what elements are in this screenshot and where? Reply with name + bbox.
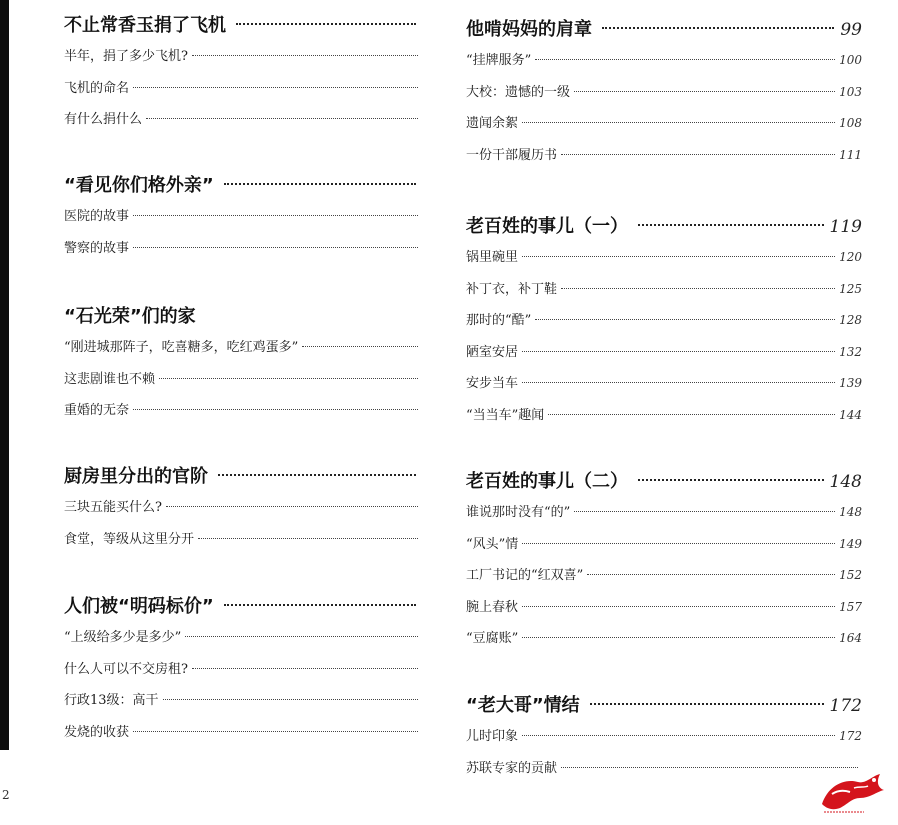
toc-entry[interactable] [466,108,862,140]
entry-page: 144 [839,407,862,422]
section-page: 172 [829,696,862,716]
section-title: “看见你们格外亲” [64,175,214,196]
section-title-row[interactable] [466,15,862,45]
entry-label: 食堂，等级从这里分开 [64,531,195,547]
toc-entry[interactable] [466,45,862,77]
section-title: 不止常香玉捐了飞机 [64,15,226,36]
toc-entry[interactable] [64,41,422,73]
entry-label: 那时的“酷” [466,313,532,328]
entry-label: 行政13级：高干 [64,693,159,708]
dot-leader [163,699,418,700]
section-page: 148 [829,472,862,492]
toc-entry[interactable] [466,623,862,655]
entry-page: 157 [839,599,862,614]
dot-leader [587,574,835,575]
toc-section [64,11,422,136]
entry-label: 遗闻余絮 [466,116,519,131]
toc-entry[interactable] [64,104,422,136]
toc-entry[interactable] [64,654,422,686]
entry-label: 苏联专家的贡献 [466,760,558,776]
dot-leader [602,27,834,29]
dot-leader [522,735,835,736]
entry-page: 139 [839,376,862,390]
entry-page: 149 [839,536,862,551]
toc-section [466,467,862,655]
dot-leader [522,122,835,123]
dot-leader [590,703,824,705]
entry-label: 腕上春秋 [466,599,519,615]
dot-leader [166,506,418,507]
entry-label: “挂牌服务” [466,53,532,68]
entry-label: 半年，捐了多少飞机? [64,49,188,64]
entry-label: 这悲剧谁也不赖 [64,371,156,387]
entry-label: 工厂书记的“红双喜” [466,568,584,583]
toc-entry[interactable] [466,140,862,172]
entry-page: 100 [839,53,862,67]
dot-leader [133,87,418,88]
dot-leader [535,59,835,60]
dot-leader [561,288,835,289]
toc-entry[interactable] [466,560,862,592]
dot-leader [522,382,835,383]
entry-label: 安步当车 [466,376,519,391]
entry-page: 128 [839,313,862,327]
toc-entry[interactable] [466,242,862,274]
entry-label: “风头”情 [466,536,519,552]
section-title: 厨房里分出的官阶 [64,466,208,487]
entry-page: 111 [839,147,862,162]
section-title-row[interactable] [64,592,422,622]
section-title: 人们被“明码标价” [64,596,214,617]
entry-page: 120 [839,250,862,264]
entry-label: 儿时印象 [466,729,519,744]
toc-section [466,15,862,171]
dot-leader [192,668,418,669]
entry-label: 一份干部履历书 [466,147,558,163]
entry-label: 谁说那时没有“的” [466,505,571,520]
dot-leader [302,346,418,347]
toc-entry[interactable] [466,400,862,432]
entry-label: 医院的故事 [64,209,130,224]
toc-entry[interactable] [64,73,422,105]
toc-section [466,691,862,784]
toc-entry[interactable] [64,233,422,265]
entry-label: 大校：遗憾的一级 [466,84,571,100]
dot-leader [133,247,418,248]
dot-leader [198,538,418,539]
section-title-row[interactable] [64,171,422,201]
toc-entry[interactable] [466,529,862,561]
toc-entry[interactable] [64,492,422,524]
dot-leader [574,511,835,512]
entry-label: 陋室安居 [466,344,519,360]
entry-label: “当当车”趣闻 [466,407,545,423]
dot-leader [224,604,416,606]
section-title-row[interactable] [466,467,862,497]
toc-entry[interactable] [64,332,422,364]
section-title-row[interactable] [466,212,862,242]
dot-leader [218,474,416,476]
toc-entry[interactable] [64,395,422,427]
toc-section [466,212,862,431]
toc-entry[interactable] [466,497,862,529]
entry-label: 警察的故事 [64,240,130,256]
toc-section [64,171,422,264]
entry-page: 152 [839,568,862,582]
section-title: 老百姓的事儿（二） [466,471,628,492]
dot-leader [522,606,835,607]
entry-page: 164 [839,631,862,645]
book-spine-edge [0,0,9,750]
dot-leader [133,409,418,410]
dot-leader [133,731,418,732]
toc-entry[interactable] [64,717,422,749]
dot-leader [236,23,416,25]
dot-leader [522,543,835,544]
section-title: 老百姓的事儿（一） [466,216,628,237]
section-title: “石光荣”们的家 [64,306,196,327]
toc-entry[interactable] [466,753,862,785]
dot-leader [146,118,418,119]
entry-label: 重婚的无奈 [64,403,130,418]
dot-leader [185,636,418,637]
entry-label: 补丁衣，补丁鞋 [466,281,558,297]
toc-entry[interactable] [64,201,422,233]
section-title-row[interactable] [466,691,862,721]
toc-entry[interactable] [466,721,862,753]
entry-page: 125 [839,281,862,296]
toc-entry[interactable] [466,305,862,337]
toc-entry[interactable] [64,622,422,654]
dot-leader [133,215,418,216]
entry-label: 三块五能买什么? [64,500,162,515]
toc-entry[interactable] [64,685,422,717]
dot-leader [574,91,835,92]
dot-leader [638,224,824,226]
entry-label: “上级给多少是多少” [64,630,182,645]
red-dragon-stamp-icon [814,764,890,818]
entry-label: 什么人可以不交房租? [64,661,188,677]
entry-page: 103 [839,84,862,99]
section-title: 他啃妈妈的肩章 [466,19,592,40]
toc-section [64,302,422,427]
section-title: “老大哥”情结 [466,695,580,716]
dot-leader [522,351,835,352]
entry-label: 飞机的命名 [64,80,130,96]
toc-section [64,592,422,748]
section-page: 119 [829,217,862,237]
dot-leader [638,479,824,481]
entry-page: 148 [839,505,862,519]
entry-label: “豆腐账” [466,631,519,646]
entry-label: 发烧的收获 [64,724,130,740]
dot-leader [535,319,835,320]
toc-entry[interactable] [466,592,862,624]
dot-leader [561,154,835,155]
dot-leader [548,414,835,415]
entry-page: 132 [839,344,862,359]
dot-leader [522,256,835,257]
dot-leader [522,637,835,638]
section-page: 99 [840,20,862,40]
page-number: 2 [2,788,10,802]
dot-leader [159,378,418,379]
toc-entry[interactable] [64,364,422,396]
section-title-row[interactable] [64,302,422,332]
toc-entry[interactable] [466,368,862,400]
toc-section [64,462,422,555]
toc-entry[interactable] [466,77,862,109]
dot-leader [224,183,416,185]
section-title-row[interactable] [64,11,422,41]
entry-page: 108 [839,116,862,130]
toc-entry[interactable] [466,337,862,369]
toc-entry[interactable] [64,524,422,556]
entry-label: 锅里碗里 [466,250,519,265]
toc-entry[interactable] [466,274,862,306]
section-title-row[interactable] [64,462,422,492]
dot-leader [192,55,418,56]
entry-label: “刚进城那阵子，吃喜糖多，吃红鸡蛋多” [64,340,299,355]
entry-label: 有什么捐什么 [64,112,143,127]
entry-page: 172 [839,729,862,743]
